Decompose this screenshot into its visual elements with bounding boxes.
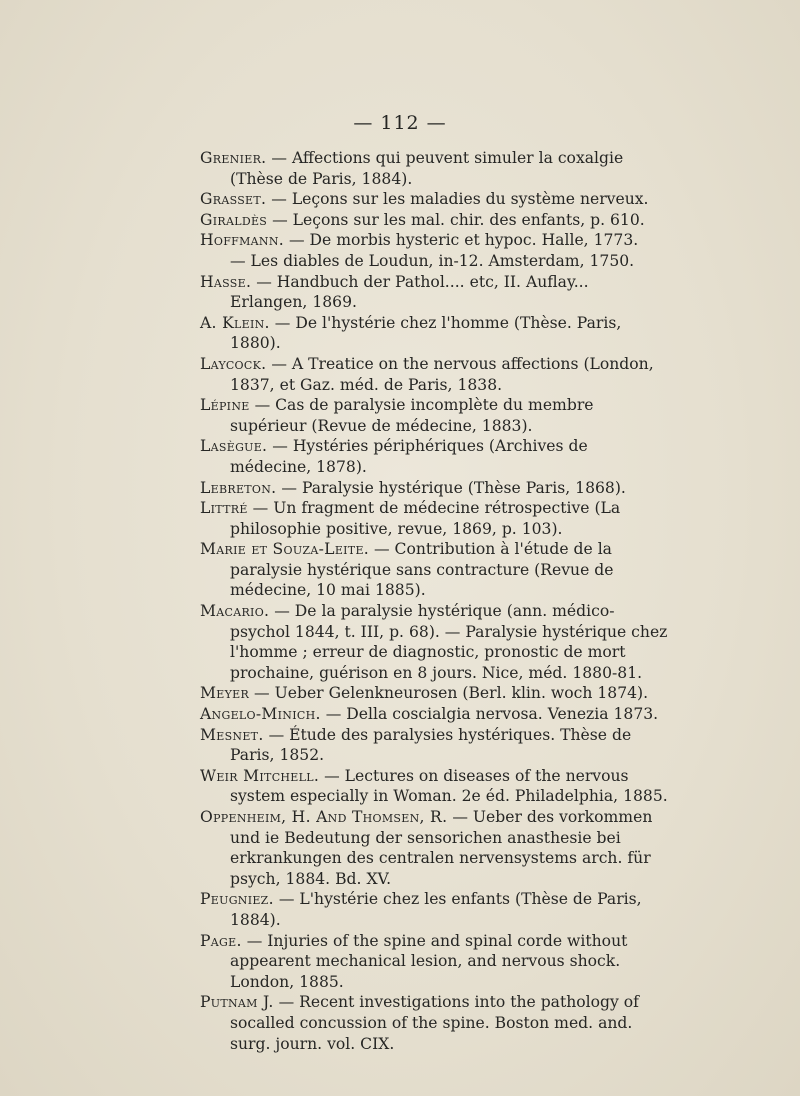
entry-text: — De l'hystérie chez l'homme (Thèse. Paris, 1880). xyxy=(230,313,622,353)
entry-author: Macario. xyxy=(200,602,270,621)
entry-author: Mesnet. xyxy=(200,725,264,744)
entry-author: Grenier. xyxy=(200,149,267,167)
entry-text: — Paralysie hystérique (Thèse Paris, 1868). xyxy=(281,478,626,497)
entry-text: — Affections qui peuvent simuler la coxalgie (Thèse de Paris, 1884). xyxy=(230,149,624,188)
entry-text: — Leçons sur les mal. chir. des enfants, p. 610. xyxy=(272,210,645,229)
entry-text: — Contribution à l'étude de la paralysie hystérique sans contracture (Revue de médecine, 10 mai 1885). xyxy=(230,540,614,600)
bibliography-entry xyxy=(200,931,668,993)
bibliography-entry-continuation xyxy=(200,251,668,272)
entry-author: Meyer xyxy=(200,684,250,703)
bibliography-entry xyxy=(200,601,668,683)
bibliography-entry xyxy=(200,313,668,354)
bibliography-entry xyxy=(200,210,668,231)
bibliography-entry xyxy=(200,683,668,704)
entry-author: Oppenheim, H. And Thomsen, R. xyxy=(200,808,448,826)
bibliography-entry xyxy=(200,992,668,1054)
bibliography-entry xyxy=(200,230,668,251)
entry-text: — De la paralysie hystérique (ann. médico-psychol 1844, t. III, p. 68). — Paralysie hystérique chez l'homme ; erreur de diagnostic, pronostic de mort prochaine, guérison en 8 jours. Nice, méd. 1880-81. xyxy=(230,602,668,682)
entry-author: Putnam J. xyxy=(200,993,274,1012)
entry-author: Grasset. xyxy=(200,190,267,209)
bibliography-entry xyxy=(200,354,668,395)
bibliography-entry xyxy=(200,498,668,539)
entry-author: Page. xyxy=(200,931,242,950)
entry-author: Lebreton. xyxy=(200,478,277,497)
entry-text: — Leçons sur les maladies du système nerveux. xyxy=(271,190,649,209)
entry-author: Giraldès xyxy=(200,210,268,229)
entry-author: Angelo-Minich. xyxy=(200,705,321,724)
bibliography-entry xyxy=(200,436,668,477)
entry-text: — Della coscialgia nervosa. Venezia 1873. xyxy=(325,705,659,724)
entry-author: Littré xyxy=(200,499,248,518)
entry-author: Marie et Souza-Leite. xyxy=(200,540,370,559)
bibliography-entry xyxy=(200,807,668,889)
entry-author: A. Klein. xyxy=(200,313,270,332)
bibliography-entry xyxy=(200,189,668,210)
entry-text: — Hystéries périphériques (Archives de médecine, 1878). xyxy=(230,437,588,476)
entry-text: — Injuries of the spine and spinal corde without appearent mechanical lesion, and nervous shock. London, 1885. xyxy=(230,931,628,991)
entry-author: Lépine xyxy=(200,396,250,415)
bibliography-entry xyxy=(200,272,668,313)
entry-text: — Les diables de Loudun, in-12. Amsterdam, 1750. xyxy=(230,251,635,270)
bibliography-entry xyxy=(200,725,668,766)
bibliography-entry xyxy=(200,395,668,436)
bibliography-entry xyxy=(200,704,668,725)
entry-text: — L'hystérie chez les enfants (Thèse de Paris, 1884). xyxy=(230,890,642,929)
entry-author: Weir Mitchell. xyxy=(200,766,320,785)
entry-author: Lasègue. xyxy=(200,437,268,456)
entry-text: — Lectures on diseases of the nervous system especially in Woman. 2e éd. Philadelphia, 1885. xyxy=(230,766,668,806)
entry-author: Peugniez. xyxy=(200,890,274,909)
bibliography-list xyxy=(200,148,668,1054)
bibliography-entry xyxy=(200,889,668,930)
entry-text: — Handbuch der Pathol.... etc, II. Auflay... Erlangen, 1869. xyxy=(230,272,589,312)
page-number: — 112 — xyxy=(353,112,447,134)
bibliography-entry xyxy=(200,766,668,807)
entry-text: — Recent investigations into the pathology of socalled concussion of the spine. Boston med. and. surg. journ. vol. CIX. xyxy=(230,993,639,1053)
entry-text: — A Treatice on the nervous affections (London, 1837, et Gaz. méd. de Paris, 1838. xyxy=(230,354,654,394)
bibliography-entry xyxy=(200,478,668,499)
entry-author: Hasse. xyxy=(200,272,252,291)
entry-text: — Cas de paralysie incomplète du membre supérieur (Revue de médecine, 1883). xyxy=(230,396,594,435)
bibliography-entry xyxy=(200,539,668,601)
entry-text: — Ueber Gelenkneurosen (Berl. klin. woch 1874). xyxy=(254,684,649,703)
entry-text: — Un fragment de médecine rétrospective (La philosophie positive, revue, 1869, p. 103). xyxy=(230,499,621,538)
entry-text: — Étude des paralysies hystériques. Thèse de Paris, 1852. xyxy=(230,725,632,765)
entry-author: Laycock. xyxy=(200,354,267,373)
entry-text: — Ueber des vorkommen und ie Bedeutung der sensorichen anasthesie bei erkrankungen des centralen nervensystems arch. für psych, 1884. Bd. XV. xyxy=(230,808,653,888)
bibliography-entry xyxy=(200,148,668,189)
entry-text: — De morbis hysteric et hypoc. Halle, 1773. xyxy=(288,231,639,250)
entry-author: Hoffmann. xyxy=(200,231,284,250)
